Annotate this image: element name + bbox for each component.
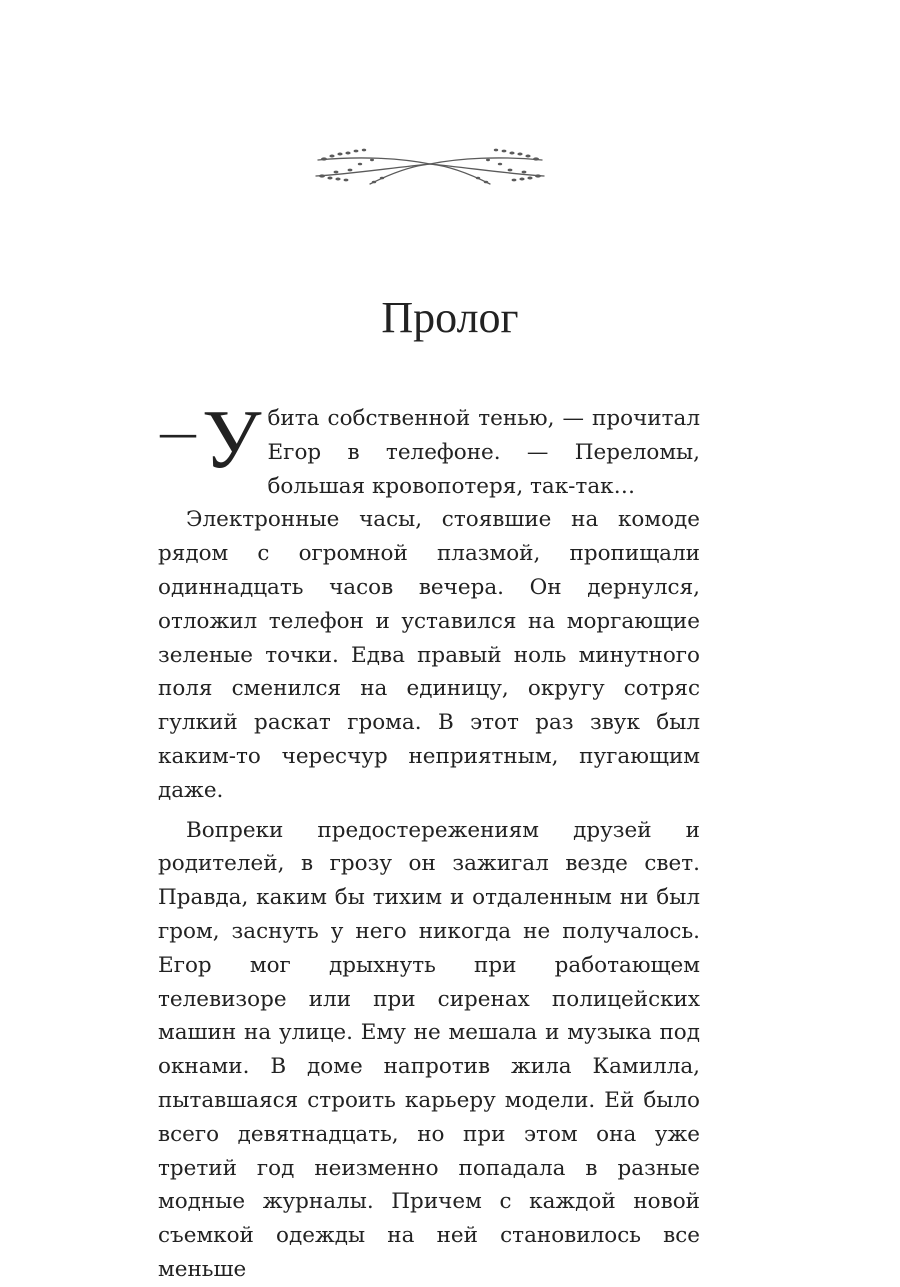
paragraph-1-text: бита собственной тенью, — прочитал Егор в телефоне. — Переломы, большая кровопотеря, так-так… <box>267 406 700 499</box>
dash-lead: — <box>158 411 198 457</box>
paragraph-2: Электронные часы, стоявшие на комоде рядом с огромной плазмой, пропищали одиннадцать часов вечера. Он дернулся, отложил телефон и уставился на моргающие зеленые точки. Едва правый ноль минутного поля сменился на единицу, округу сотряс гулкий раскат грома. В этот раз звук был каким-то чересчур неприятным, пугающим даже. <box>158 507 700 803</box>
paragraph-3: Вопреки предостережениям друзей и родителей, в грозу он зажигал везде свет. Правда, каким бы тихим и отдаленным ни был гром, заснуть у него никогда не получалось. Егор мог дрыхнуть при работающем телевизоре или при сиренах полицейских машин на улице. Ему не мешала и музыка под окнами. В доме напротив жила Камилла, пытавшаяся строить карьеру модели. Ей было всего девятнадцать, но при этом она уже третий год неизменно попадала в разные модные журналы. Причем с каждой новой съемкой одежды на ней становилось все меньше <box>158 817 700 1282</box>
paragraph-1 <box>158 393 700 503</box>
chapter-body <box>158 393 700 1287</box>
drop-cap: У <box>202 393 262 486</box>
lavender-branches-ornament-icon <box>310 138 550 190</box>
chapter-title: Пролог <box>381 293 519 342</box>
